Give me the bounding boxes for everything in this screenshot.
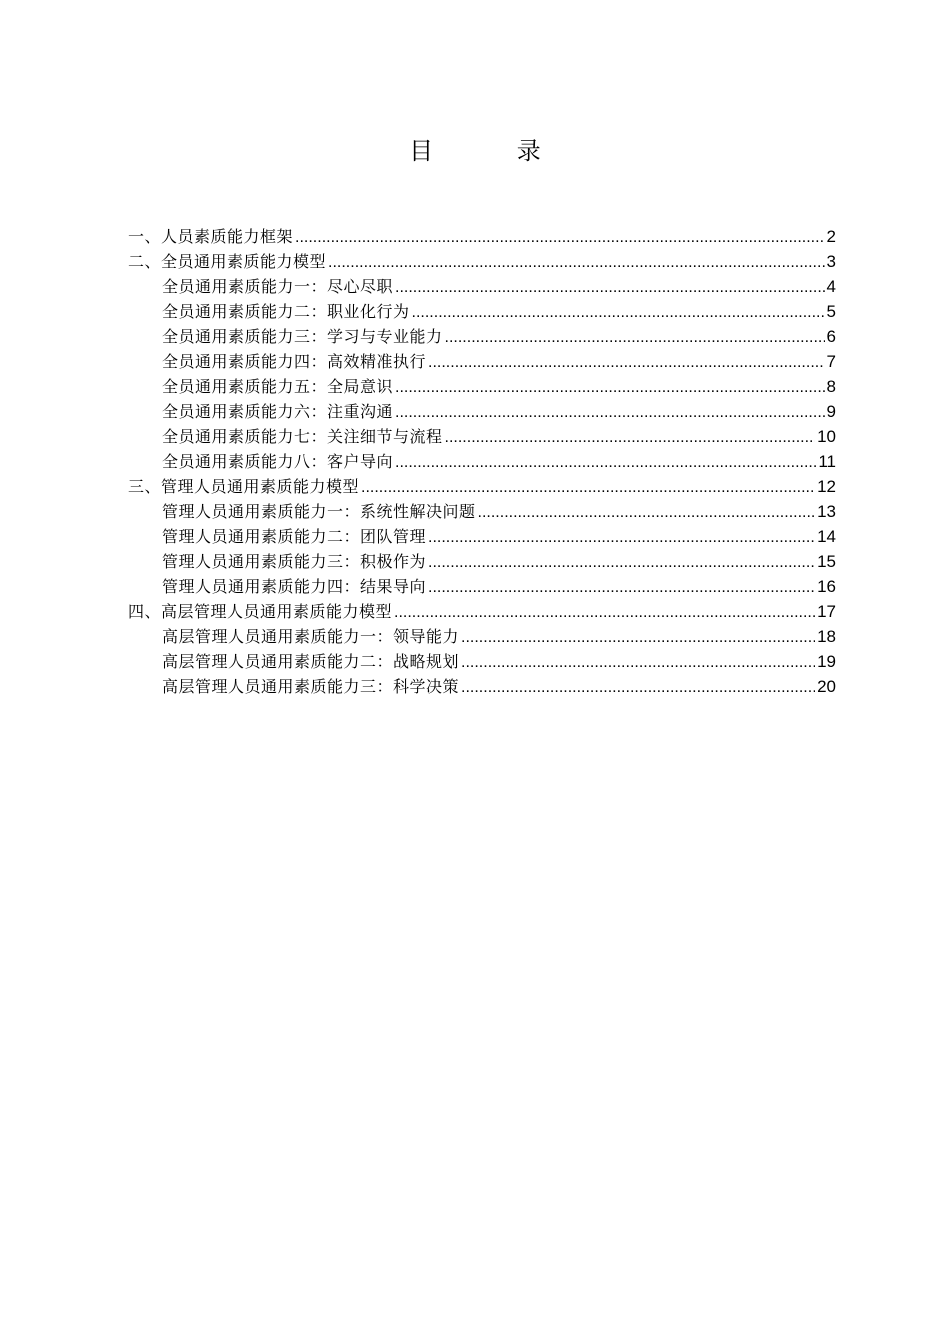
toc-dot-leader [328,250,825,275]
toc-entry-page: 10 [817,427,836,446]
toc-dot-leader [428,550,815,575]
toc-entry[interactable] [162,324,836,349]
toc-entry[interactable] [162,349,836,374]
toc-entry[interactable] [162,674,836,699]
toc-dot-leader [394,600,815,625]
toc-entry-page: 18 [817,627,836,646]
toc-entry-page: 13 [817,502,836,521]
toc-entry-text: 一、人员素质能力框架 [128,227,294,246]
toc-dot-leader [395,375,825,400]
toc-entry-page: 2 [826,227,836,246]
toc-entry-text: 管理人员通用素质能力一：系统性解决问题 [162,502,476,521]
toc-entry[interactable] [128,599,836,624]
toc-dot-leader [445,325,825,350]
toc-dot-leader [445,425,816,450]
toc-dot-leader [461,625,815,650]
toc-entry[interactable] [162,399,836,424]
toc-entry-page: 12 [817,477,836,496]
toc-entry[interactable] [128,224,836,249]
toc-entry-page: 19 [817,652,836,671]
toc-dot-leader [428,350,825,375]
toc-dot-leader [361,475,815,500]
toc-entry[interactable] [162,549,836,574]
toc-entry-page: 11 [818,452,836,471]
page-title: 目 录 [409,137,579,165]
toc-entry-text: 全员通用素质能力五：全局意识 [162,377,394,396]
toc-entry-text: 二、全员通用素质能力模型 [128,252,327,271]
toc-entry[interactable] [162,449,836,474]
toc-entry-text: 全员通用素质能力四：高效精准执行 [162,352,427,371]
toc-dot-leader [395,275,825,300]
toc-entry-text: 全员通用素质能力八：客户导向 [162,452,394,471]
toc-entry-page: 6 [826,327,836,346]
toc-entry-text: 全员通用素质能力三：学习与专业能力 [162,327,443,346]
toc-entry-text: 全员通用素质能力六：注重沟通 [162,402,394,421]
toc-entry-text: 全员通用素质能力七：关注细节与流程 [162,427,443,446]
toc-entry-page: 14 [817,527,836,546]
toc-entry[interactable] [162,524,836,549]
toc-entry-text: 全员通用素质能力一：尽心尽职 [162,277,394,296]
toc-dot-leader [428,525,815,550]
toc-entry[interactable] [128,474,836,499]
toc-entry-text: 高层管理人员通用素质能力三：科学决策 [162,677,460,696]
toc-entry-text: 高层管理人员通用素质能力一：领导能力 [162,627,460,646]
toc-entry-page: 15 [817,552,836,571]
toc-entry[interactable] [162,424,836,449]
toc-entry-page: 7 [826,352,836,371]
toc-dot-leader [395,400,825,425]
toc-entry-page: 9 [826,402,836,421]
toc-entry-text: 管理人员通用素质能力三：积极作为 [162,552,427,571]
toc-entry[interactable] [162,624,836,649]
toc-dot-leader [295,225,825,250]
toc-entry-page: 3 [826,252,836,271]
toc-entry[interactable] [162,374,836,399]
toc-entry-text: 管理人员通用素质能力四：结果导向 [162,577,427,596]
toc-entry-page: 4 [826,277,836,296]
toc-dot-leader [395,450,816,475]
toc-dot-leader [461,650,815,675]
toc-entry[interactable] [162,649,836,674]
toc-dot-leader [412,300,825,325]
toc-dot-leader [461,675,815,700]
toc-entry[interactable] [162,299,836,324]
toc-entry[interactable] [128,249,836,274]
toc-entry-page: 8 [826,377,836,396]
toc-entry[interactable] [162,274,836,299]
toc-dot-leader [478,500,816,525]
toc-entry-page: 5 [826,302,836,321]
toc-entry-text: 四、高层管理人员通用素质能力模型 [128,602,393,621]
toc-entry-text: 三、管理人员通用素质能力模型 [128,477,360,496]
toc-entry[interactable] [162,499,836,524]
toc-entry-page: 20 [817,677,836,696]
toc-dot-leader [428,575,815,600]
toc-entry-text: 管理人员通用素质能力二：团队管理 [162,527,427,546]
toc-entry[interactable] [162,574,836,599]
toc-entry-page: 16 [817,577,836,596]
toc-entry-text: 高层管理人员通用素质能力二：战略规划 [162,652,460,671]
toc-entry-text: 全员通用素质能力二：职业化行为 [162,302,410,321]
toc-entry-page: 17 [817,602,836,621]
